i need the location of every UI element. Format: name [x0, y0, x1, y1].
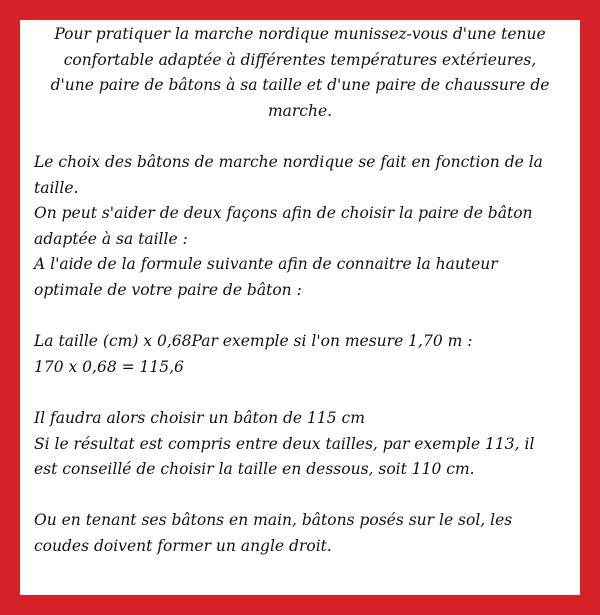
choice-line: adaptée à sa taille :: [34, 229, 188, 248]
choice-line: A l'aide de la formule suivante afin de connaitre la hauteur: [34, 255, 498, 274]
result-paragraph: [34, 406, 566, 483]
formula-line: La taille (cm) x 0,68Par exemple si l'on mesure 1,70 m :: [34, 332, 473, 351]
formula-line: 170 x 0,68 = 115,6: [34, 357, 184, 376]
alternative-line: coudes doivent former un angle droit.: [34, 536, 332, 555]
result-line: Si le résultat est compris entre deux tailles, par exemple 113, il: [34, 434, 535, 453]
intro-paragraph: [34, 22, 566, 124]
choice-line: On peut s'aider de deux façons afin de choisir la paire de bâton: [34, 204, 533, 223]
intro-line: Pour pratiquer la marche nordique munissez-vous d'une tenue: [54, 25, 546, 43]
intro-line: d'une paire de bâtons à sa taille et d'une paire de chaussure de: [50, 76, 550, 95]
choice-line: optimale de votre paire de bâton :: [34, 280, 302, 299]
choice-line: taille.: [34, 178, 79, 197]
intro-line: marche.: [267, 101, 333, 120]
alternative-line: Ou en tenant ses bâtons en main, bâtons posés sur le sol, les: [34, 511, 513, 530]
result-line: est conseillé de choisir la taille en dessous, soit 110 cm.: [34, 460, 475, 479]
choice-line: Le choix des bâtons de marche nordique se fait en fonction de la: [34, 152, 543, 171]
result-line: Il faudra alors choisir un bâton de 115 cm: [34, 408, 365, 427]
intro-line: confortable adaptée à différentes températures extérieures,: [63, 50, 537, 69]
content-card: [20, 20, 580, 595]
formula-paragraph: [34, 329, 566, 380]
choice-paragraph: [34, 150, 566, 304]
alternative-paragraph: [34, 508, 566, 559]
